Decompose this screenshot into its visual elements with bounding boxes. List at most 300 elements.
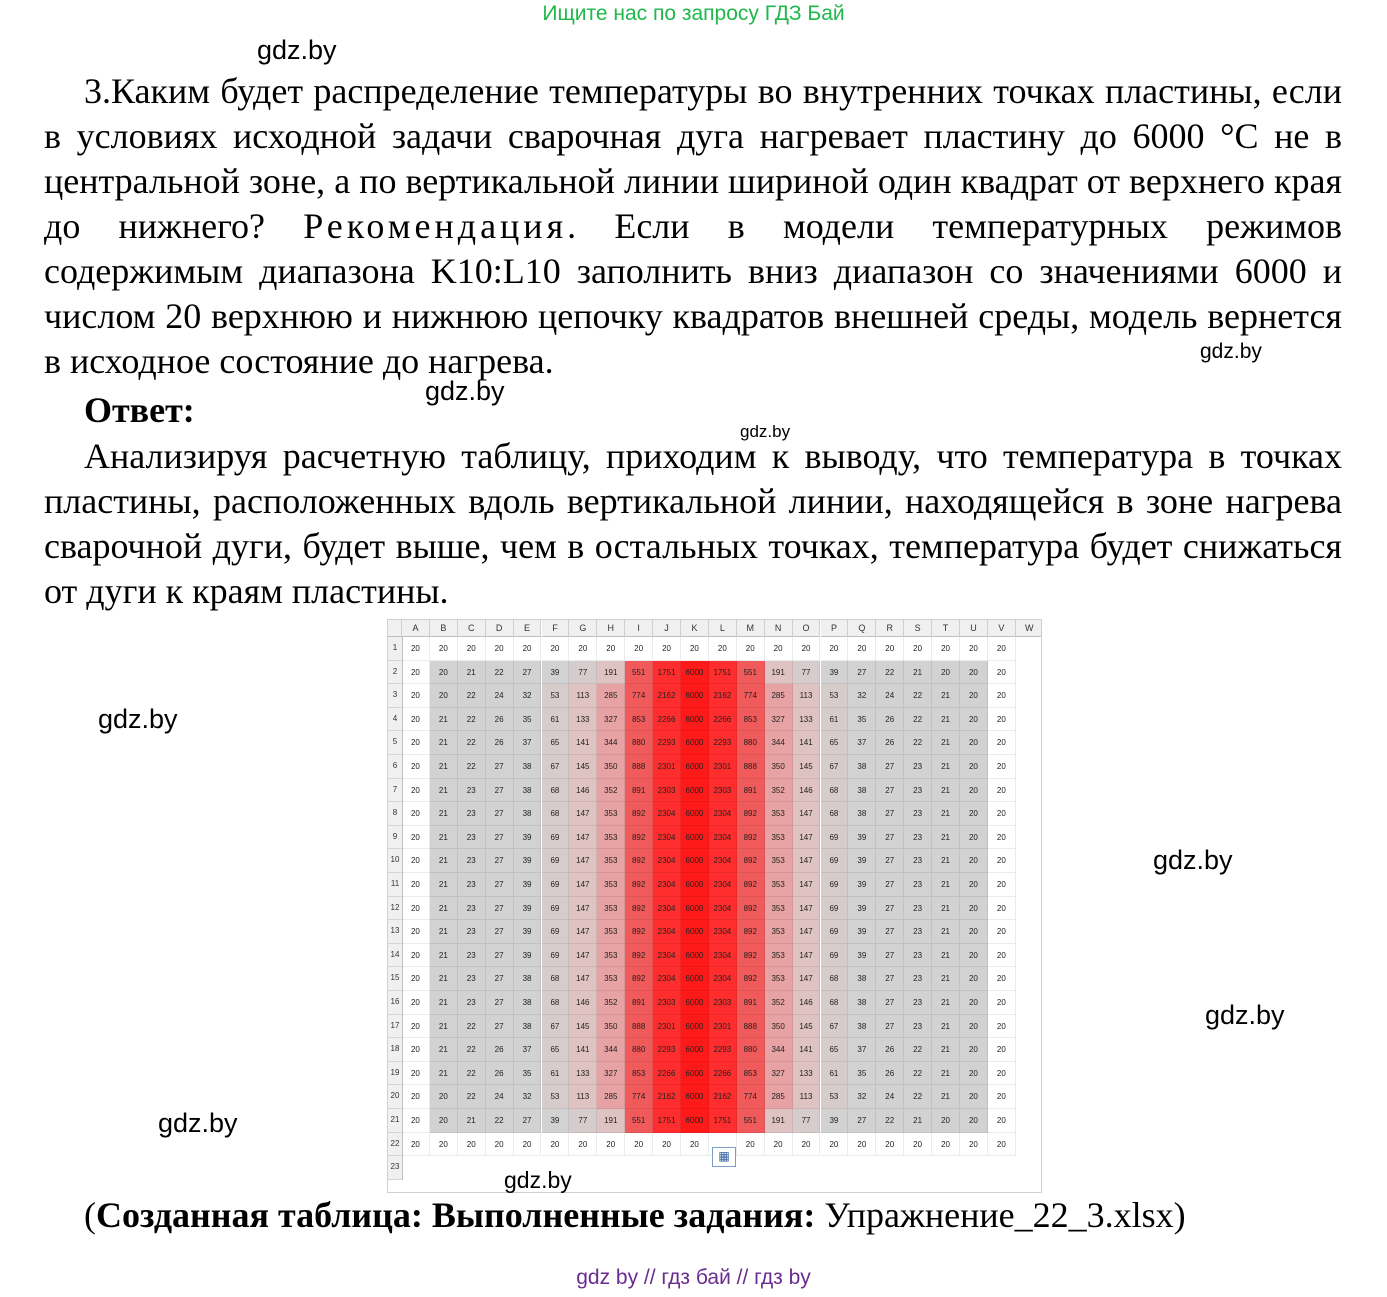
cell[interactable]: 32 [848,684,876,708]
cell[interactable]: 68 [821,967,849,991]
cell[interactable]: 147 [793,873,821,897]
cell[interactable]: 21 [458,1109,486,1133]
cell[interactable]: 20 [402,920,430,944]
column-header-I[interactable]: I [625,620,653,637]
cell[interactable]: 32 [848,1085,876,1109]
cell[interactable]: 880 [625,1038,653,1062]
cell[interactable]: 20 [402,637,430,661]
cell[interactable]: 20 [988,731,1016,755]
column-header-K[interactable]: K [681,620,709,637]
cell[interactable]: 21 [430,920,458,944]
cell[interactable]: 35 [514,708,542,732]
cell[interactable]: 20 [458,637,486,661]
cell[interactable]: 880 [625,731,653,755]
column-header-G[interactable]: G [569,620,597,637]
cell[interactable]: 20 [402,779,430,803]
cell[interactable]: 20 [876,1133,904,1157]
cell[interactable]: 20 [402,1062,430,1086]
cell[interactable]: 69 [542,920,570,944]
cell[interactable]: 38 [848,802,876,826]
cell[interactable]: 23 [458,944,486,968]
cell[interactable]: 2293 [709,731,737,755]
cell[interactable]: 20 [737,1133,765,1157]
cell[interactable]: 26 [486,731,514,755]
cell[interactable]: 20 [988,802,1016,826]
cell[interactable]: 20 [960,708,988,732]
cell[interactable]: 23 [458,779,486,803]
cell[interactable]: 23 [904,802,932,826]
row-header-5[interactable]: 5 [388,731,403,755]
cell[interactable]: 551 [737,1109,765,1133]
cell[interactable]: 327 [765,708,793,732]
cell[interactable]: 6000 [681,849,709,873]
cell[interactable]: 145 [793,1015,821,1039]
cell[interactable]: 2304 [653,967,681,991]
cell[interactable]: 6000 [681,802,709,826]
cell[interactable]: 2304 [653,944,681,968]
cell[interactable]: 20 [402,1133,430,1157]
cell[interactable]: 147 [793,849,821,873]
cell[interactable]: 147 [569,849,597,873]
cell[interactable]: 551 [737,661,765,685]
cell[interactable]: 27 [486,826,514,850]
cell[interactable]: 892 [625,802,653,826]
cell[interactable]: 20 [932,637,960,661]
cell[interactable]: 27 [486,944,514,968]
cell[interactable]: 26 [876,1062,904,1086]
cell[interactable]: 2304 [709,897,737,921]
cell[interactable]: 20 [960,920,988,944]
cell[interactable]: 147 [569,802,597,826]
cell[interactable]: 69 [542,897,570,921]
cell[interactable]: 67 [542,755,570,779]
cell[interactable]: 39 [848,849,876,873]
cell[interactable]: 352 [765,991,793,1015]
cell[interactable]: 69 [821,849,849,873]
cell[interactable]: 353 [597,826,625,850]
cell[interactable]: 21 [430,779,458,803]
cell[interactable]: 69 [542,944,570,968]
cell[interactable]: 23 [904,944,932,968]
cell[interactable]: 147 [569,920,597,944]
cell[interactable]: 353 [765,944,793,968]
cell[interactable]: 2162 [653,684,681,708]
cell[interactable]: 65 [542,1038,570,1062]
cell[interactable]: 20 [988,708,1016,732]
top-banner[interactable]: Ищите нас по запросу ГДЗ Бай [542,2,845,25]
cell[interactable]: 39 [848,920,876,944]
cell[interactable]: 21 [430,1015,458,1039]
cell[interactable]: 2301 [709,755,737,779]
cell[interactable]: 20 [402,684,430,708]
cell[interactable]: 23 [904,991,932,1015]
cell[interactable]: 2266 [653,1062,681,1086]
cell[interactable]: 20 [960,684,988,708]
row-header-22[interactable]: 22 [388,1133,403,1157]
cell[interactable]: 39 [821,661,849,685]
cell[interactable]: 6000 [681,755,709,779]
cell[interactable]: 38 [514,779,542,803]
cell[interactable]: 888 [737,1015,765,1039]
cell[interactable]: 6000 [681,1015,709,1039]
cell[interactable]: 892 [737,802,765,826]
cell[interactable]: 27 [514,661,542,685]
cell[interactable]: 21 [430,897,458,921]
cell[interactable]: 21 [932,1085,960,1109]
row-header-21[interactable]: 21 [388,1109,403,1133]
cell[interactable]: 20 [904,637,932,661]
cell[interactable]: 65 [542,731,570,755]
cell[interactable]: 892 [625,967,653,991]
cell[interactable]: 20 [960,1015,988,1039]
cell[interactable]: 21 [932,897,960,921]
cell[interactable]: 6000 [681,944,709,968]
cell[interactable]: 21 [932,1038,960,1062]
column-header-E[interactable]: E [514,620,542,637]
cell[interactable]: 352 [597,779,625,803]
cell[interactable]: 892 [625,849,653,873]
cell[interactable]: 69 [821,944,849,968]
column-header-T[interactable]: T [932,620,960,637]
cell[interactable]: 22 [904,1038,932,1062]
cell[interactable]: 21 [430,967,458,991]
cell[interactable]: 38 [514,991,542,1015]
column-header-V[interactable]: V [988,620,1016,637]
cell[interactable]: 21 [904,661,932,685]
cell[interactable]: 20 [430,661,458,685]
cell[interactable]: 892 [737,897,765,921]
cell[interactable]: 2304 [709,826,737,850]
cell[interactable]: 69 [542,849,570,873]
cell[interactable]: 133 [793,708,821,732]
cell[interactable]: 27 [486,755,514,779]
cell[interactable]: 20 [988,1109,1016,1133]
cell[interactable]: 147 [793,897,821,921]
row-header-9[interactable]: 9 [388,826,403,850]
cell[interactable]: 6000 [681,897,709,921]
cell[interactable]: 2162 [653,1085,681,1109]
cell[interactable]: 353 [597,802,625,826]
cell[interactable]: 20 [402,826,430,850]
cell[interactable]: 352 [765,779,793,803]
cell[interactable]: 344 [597,1038,625,1062]
cell[interactable]: 147 [569,826,597,850]
cell[interactable]: 38 [848,967,876,991]
cell[interactable]: 20 [709,637,737,661]
cell[interactable]: 22 [458,1038,486,1062]
cell[interactable]: 22 [904,708,932,732]
cell[interactable]: 68 [542,967,570,991]
cell[interactable]: 26 [486,1038,514,1062]
cell[interactable]: 285 [597,1085,625,1109]
cell[interactable]: 24 [486,684,514,708]
row-header-18[interactable]: 18 [388,1038,403,1062]
cell[interactable]: 69 [821,920,849,944]
cell[interactable]: 20 [960,1062,988,1086]
cell[interactable]: 20 [960,637,988,661]
cell[interactable]: 20 [988,1133,1016,1157]
cell[interactable]: 20 [402,991,430,1015]
cell[interactable]: 20 [793,637,821,661]
cell[interactable]: 27 [876,920,904,944]
column-header-D[interactable]: D [486,620,514,637]
cell[interactable]: 27 [876,873,904,897]
cell[interactable]: 20 [988,873,1016,897]
cell[interactable]: 133 [569,1062,597,1086]
cell[interactable]: 27 [514,1109,542,1133]
cell[interactable]: 6000 [681,731,709,755]
cell[interactable]: 39 [542,661,570,685]
cell[interactable]: 20 [988,967,1016,991]
cell[interactable]: 20 [960,1109,988,1133]
cell[interactable]: 6000 [681,826,709,850]
cell[interactable]: 20 [848,637,876,661]
cell[interactable]: 2304 [653,826,681,850]
cell[interactable]: 2293 [653,731,681,755]
cell[interactable]: 22 [904,684,932,708]
cell[interactable]: 23 [904,920,932,944]
cell[interactable]: 20 [960,1085,988,1109]
cell[interactable]: 350 [765,755,793,779]
row-header-4[interactable]: 4 [388,708,403,732]
cell[interactable]: 20 [960,944,988,968]
cell[interactable]: 69 [542,826,570,850]
cell[interactable]: 20 [681,1133,709,1157]
row-header-23[interactable]: 23 [388,1156,403,1180]
cell[interactable]: 350 [597,755,625,779]
cell[interactable]: 6000 [681,1109,709,1133]
cell[interactable]: 20 [932,1109,960,1133]
cell[interactable]: 2266 [653,708,681,732]
cell[interactable]: 1751 [709,1109,737,1133]
column-header-R[interactable]: R [876,620,904,637]
cell[interactable]: 20 [904,1133,932,1157]
cell[interactable]: 21 [932,1015,960,1039]
cell[interactable]: 23 [904,967,932,991]
cell[interactable]: 2304 [653,873,681,897]
cell[interactable]: 2304 [709,967,737,991]
row-header-11[interactable]: 11 [388,873,403,897]
cell[interactable]: 353 [765,849,793,873]
cell[interactable]: 853 [625,708,653,732]
cell[interactable]: 2303 [653,779,681,803]
cell[interactable]: 27 [876,967,904,991]
cell[interactable]: 20 [988,684,1016,708]
cell[interactable]: 147 [793,826,821,850]
cell[interactable]: 774 [625,1085,653,1109]
cell[interactable]: 6000 [681,684,709,708]
cell[interactable]: 21 [932,802,960,826]
column-header-B[interactable]: B [430,620,458,637]
cell[interactable]: 344 [765,731,793,755]
cell[interactable]: 21 [932,967,960,991]
cell[interactable]: 39 [514,873,542,897]
cell[interactable]: 891 [625,991,653,1015]
cell[interactable]: 20 [988,826,1016,850]
cell[interactable]: 133 [569,708,597,732]
cell[interactable]: 39 [514,826,542,850]
row-header-14[interactable]: 14 [388,944,403,968]
row-header-15[interactable]: 15 [388,967,403,991]
cell[interactable]: 6000 [681,1062,709,1086]
cell[interactable]: 774 [737,1085,765,1109]
cell[interactable]: 20 [569,637,597,661]
cell[interactable]: 20 [848,1133,876,1157]
cell[interactable]: 23 [904,873,932,897]
cell[interactable]: 20 [597,637,625,661]
cell[interactable]: 892 [625,873,653,897]
column-header-N[interactable]: N [765,620,793,637]
cell[interactable]: 20 [876,637,904,661]
cell[interactable]: 20 [960,731,988,755]
cell[interactable]: 35 [848,708,876,732]
cell[interactable]: 21 [904,1109,932,1133]
cell[interactable]: 2304 [709,920,737,944]
cell[interactable]: 20 [402,755,430,779]
cell[interactable]: 22 [486,1109,514,1133]
cell[interactable]: 20 [988,1062,1016,1086]
cell[interactable]: 892 [625,826,653,850]
cell[interactable]: 113 [569,684,597,708]
row-header-7[interactable]: 7 [388,779,403,803]
cell[interactable]: 20 [430,1109,458,1133]
cell[interactable]: 21 [430,873,458,897]
cell[interactable]: 23 [458,991,486,1015]
cell[interactable]: 23 [458,802,486,826]
cell[interactable]: 68 [542,991,570,1015]
row-header-1[interactable]: 1 [388,637,403,661]
cell[interactable]: 146 [793,991,821,1015]
cell[interactable]: 21 [932,1062,960,1086]
cell[interactable]: 39 [514,944,542,968]
column-header-U[interactable]: U [960,620,988,637]
cell[interactable]: 353 [597,967,625,991]
column-header-M[interactable]: M [737,620,765,637]
column-header-S[interactable]: S [904,620,932,637]
cell[interactable]: 39 [514,897,542,921]
cell[interactable]: 27 [876,802,904,826]
cell[interactable]: 26 [876,731,904,755]
cell[interactable]: 892 [737,849,765,873]
cell[interactable]: 344 [597,731,625,755]
cell[interactable]: 68 [821,991,849,1015]
cell[interactable]: 20 [960,967,988,991]
cell[interactable]: 20 [402,873,430,897]
cell[interactable]: 22 [458,1015,486,1039]
cell[interactable]: 145 [569,1015,597,1039]
cell[interactable]: 27 [486,991,514,1015]
cell[interactable]: 20 [988,849,1016,873]
cell[interactable]: 24 [876,684,904,708]
footer-links[interactable]: gdz by // гдз бай // гдз by [576,1266,811,1289]
cell[interactable]: 141 [793,1038,821,1062]
cell[interactable]: 146 [569,991,597,1015]
cell[interactable]: 39 [514,920,542,944]
cell[interactable]: 39 [821,1109,849,1133]
cell[interactable]: 21 [932,920,960,944]
cell[interactable]: 2304 [653,849,681,873]
cell[interactable]: 892 [737,920,765,944]
cell[interactable]: 353 [765,967,793,991]
cell[interactable]: 853 [625,1062,653,1086]
cell[interactable]: 20 [486,637,514,661]
cell[interactable]: 141 [569,731,597,755]
cell[interactable]: 21 [430,944,458,968]
cell[interactable]: 21 [430,991,458,1015]
cell[interactable]: 352 [597,991,625,1015]
cell[interactable]: 20 [988,920,1016,944]
row-header-17[interactable]: 17 [388,1015,403,1039]
cell[interactable]: 69 [821,873,849,897]
cell[interactable]: 147 [569,944,597,968]
cell[interactable]: 2301 [653,755,681,779]
cell[interactable]: 53 [542,1085,570,1109]
cell[interactable]: 145 [569,755,597,779]
column-header-H[interactable]: H [597,620,625,637]
cell[interactable]: 2304 [653,920,681,944]
cell[interactable]: 20 [402,1038,430,1062]
cell[interactable]: 39 [514,849,542,873]
cell[interactable]: 39 [848,826,876,850]
cell[interactable]: 53 [542,684,570,708]
cell[interactable]: 285 [765,684,793,708]
cell[interactable]: 353 [765,897,793,921]
cell[interactable]: 2266 [709,708,737,732]
cell[interactable]: 20 [988,897,1016,921]
cell[interactable]: 146 [569,779,597,803]
cell[interactable]: 20 [486,1133,514,1157]
cell[interactable]: 23 [458,967,486,991]
cell[interactable]: 285 [765,1085,793,1109]
row-header-20[interactable]: 20 [388,1085,403,1109]
cell[interactable]: 20 [765,637,793,661]
cell[interactable]: 68 [542,779,570,803]
cell[interactable]: 20 [402,661,430,685]
cell[interactable]: 22 [904,1085,932,1109]
column-header-Q[interactable]: Q [848,620,876,637]
cell[interactable]: 6000 [681,779,709,803]
cell[interactable]: 21 [430,1038,458,1062]
cell[interactable]: 23 [904,826,932,850]
cell[interactable]: 77 [793,661,821,685]
cell[interactable]: 20 [402,897,430,921]
cell[interactable]: 853 [737,1062,765,1086]
cell[interactable]: 26 [486,1062,514,1086]
cell[interactable]: 61 [542,1062,570,1086]
cell[interactable]: 147 [793,944,821,968]
cell[interactable]: 2304 [653,897,681,921]
cell[interactable]: 22 [458,708,486,732]
cell[interactable]: 892 [737,944,765,968]
cell[interactable]: 147 [569,967,597,991]
cell[interactable]: 20 [960,1038,988,1062]
cell[interactable]: 77 [569,1109,597,1133]
cell[interactable]: 6000 [681,991,709,1015]
cell[interactable]: 21 [932,991,960,1015]
cell[interactable]: 27 [486,779,514,803]
cell[interactable]: 26 [876,1038,904,1062]
cell[interactable]: 20 [625,637,653,661]
cell[interactable]: 21 [932,849,960,873]
cell[interactable]: 21 [932,708,960,732]
cell[interactable]: 20 [402,1085,430,1109]
cell[interactable]: 2304 [709,873,737,897]
cell[interactable]: 350 [597,1015,625,1039]
cell[interactable]: 38 [848,755,876,779]
cell[interactable]: 1751 [709,661,737,685]
cell[interactable]: 344 [765,1038,793,1062]
cell[interactable]: 37 [514,1038,542,1062]
